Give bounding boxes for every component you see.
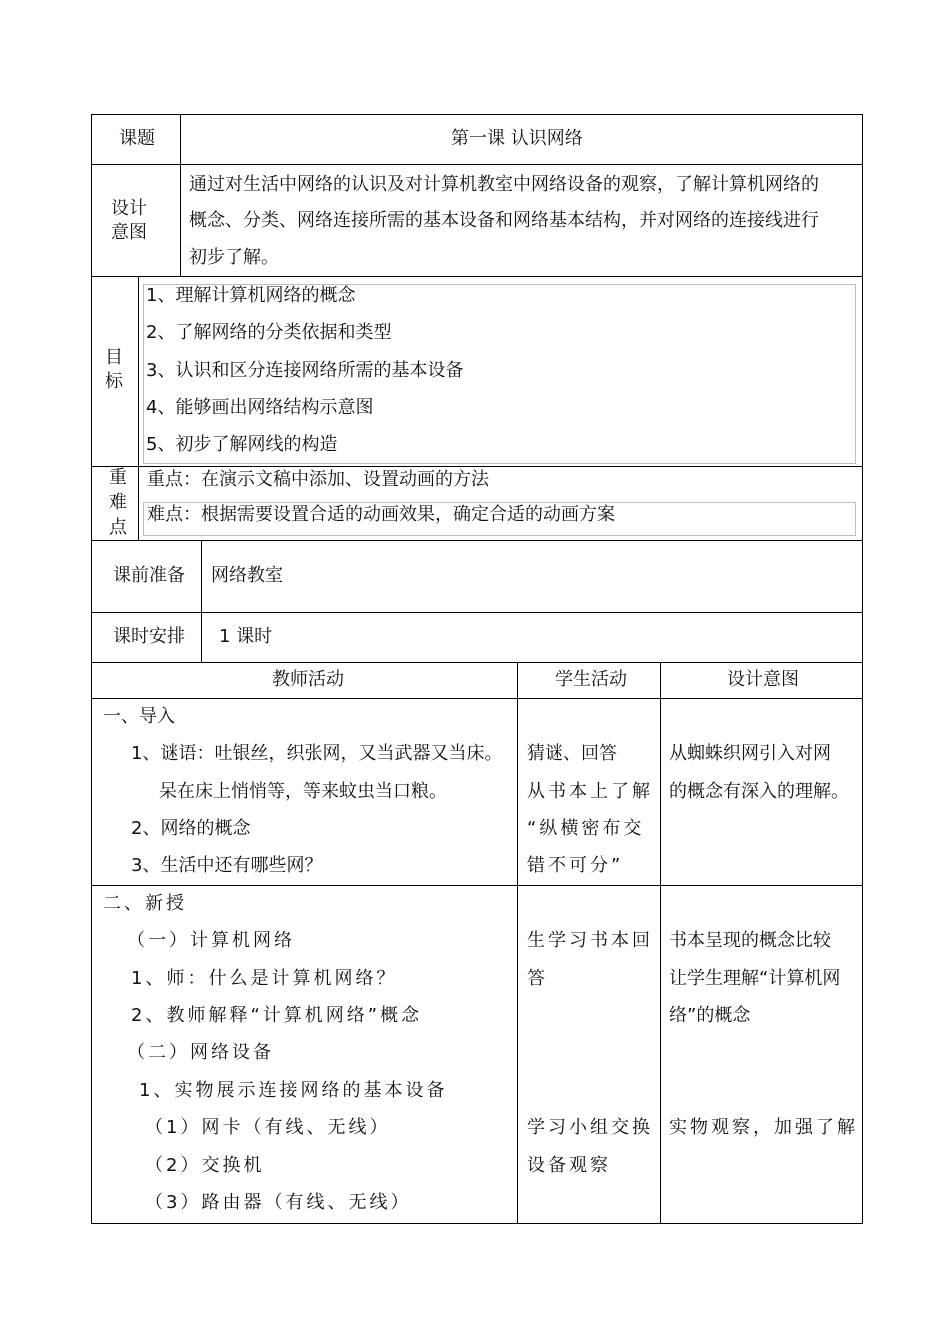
objective-item: 4、能够画出网络结构示意图 [146,397,374,418]
col-divider [180,114,181,276]
difficulty-text: 难点：根据需要设置合适的动画效果，确定合适的动画方案 [147,504,615,525]
teacher-step: 1、实物展示连接网络的基本设备 [139,1080,448,1101]
design-text-line: 概念、分类、网络连接所需的基本设备和网络基本结构，并对网络的连接线进行 [189,210,819,231]
design-intent: 让学生理解“计算机网 [669,968,841,989]
design-intent: 实物观察，加强了解 [669,1117,858,1138]
design-intent: 的概念有深入的理解。 [669,781,849,802]
col-divider [517,662,518,1224]
student-activity: 设备观察 [527,1155,611,1176]
preparation-label: 课前准备 [113,565,185,586]
teacher-step: （3）路由器（有线、无线） [145,1192,412,1213]
schedule-label: 课时安排 [113,626,185,647]
row-divider [91,540,863,541]
row-divider [91,698,863,699]
objective-item: 3、认识和区分连接网络所需的基本设备 [146,360,464,381]
student-activity: 错不可分” [527,855,624,876]
design-text-line: 初步了解。 [189,247,279,268]
keypoints-label: 难 [109,492,127,513]
student-activity: “纵横密布交 [527,818,645,839]
lesson-plan-table [91,114,863,1224]
student-activity: 生学习书本回 [527,930,653,951]
col-divider [138,276,139,540]
row-divider [91,662,863,663]
keypoints-label: 点 [109,517,127,538]
objectives-label: 标 [105,371,123,392]
student-activity: 答 [527,968,548,989]
design-intent: 书本呈现的概念比较 [669,930,831,951]
teacher-step: 2、教师解释“计算机网络”概念 [131,1005,423,1026]
keypoints-label: 重 [109,467,127,488]
schedule-value: 1 课时 [219,626,273,647]
key-point-text: 重点：在演示文稿中添加、设置动画的方法 [147,469,489,490]
subject-label: 课题 [119,128,155,149]
col-divider [201,540,202,662]
design-intent: 络”的概念 [669,1005,751,1026]
design-intent: 从蜘蛛织网引入对网 [669,743,831,764]
student-activity: 学习小组交换 [527,1117,653,1138]
row-divider [91,276,863,277]
teacher-step: 1、师：什么是计算机网络？ [131,968,398,989]
student-activity: 从书本上了解 [527,781,653,802]
teacher-step: 2、网络的概念 [131,818,251,839]
objective-item: 1、理解计算机网络的概念 [146,285,356,306]
student-activity: 猜谜、回答 [527,743,617,764]
row-divider [91,612,863,613]
objective-item: 5、初步了解网线的构造 [146,434,338,455]
objective-item: 2、了解网络的分类依据和类型 [146,322,392,343]
row-divider [91,885,863,886]
design-label: 意图 [111,222,147,243]
teacher-step: 呆在床上悄悄等，等来蚊虫当口粮。 [159,781,447,802]
design-label: 设计 [111,198,147,219]
design-text-line: 通过对生活中网络的认识及对计算机教室中网络设备的观察，了解计算机网络的 [189,174,819,195]
intent-header: 设计意图 [727,669,799,690]
section-title: 一、导入 [103,706,175,727]
subject-value: 第一课 认识网络 [451,128,583,149]
student-activity-header: 学生活动 [555,669,627,690]
section-title: 二、新授 [103,893,187,914]
teacher-step: （一）计算机网络 [127,930,295,951]
objectives-label: 目 [105,347,123,368]
col-divider [660,662,661,1224]
row-divider [91,164,863,165]
preparation-value: 网络教室 [211,565,283,586]
teacher-step: （2）交换机 [145,1155,265,1176]
teacher-step: （1）网卡（有线、无线） [145,1117,391,1138]
teacher-step: 3、生活中还有哪些网？ [131,855,323,876]
teacher-step: （二）网络设备 [127,1042,274,1063]
teacher-activity-header: 教师活动 [272,669,344,690]
row-divider [91,466,863,467]
teacher-step: 1、谜语：吐银丝，织张网，又当武器又当床。 [131,743,503,764]
